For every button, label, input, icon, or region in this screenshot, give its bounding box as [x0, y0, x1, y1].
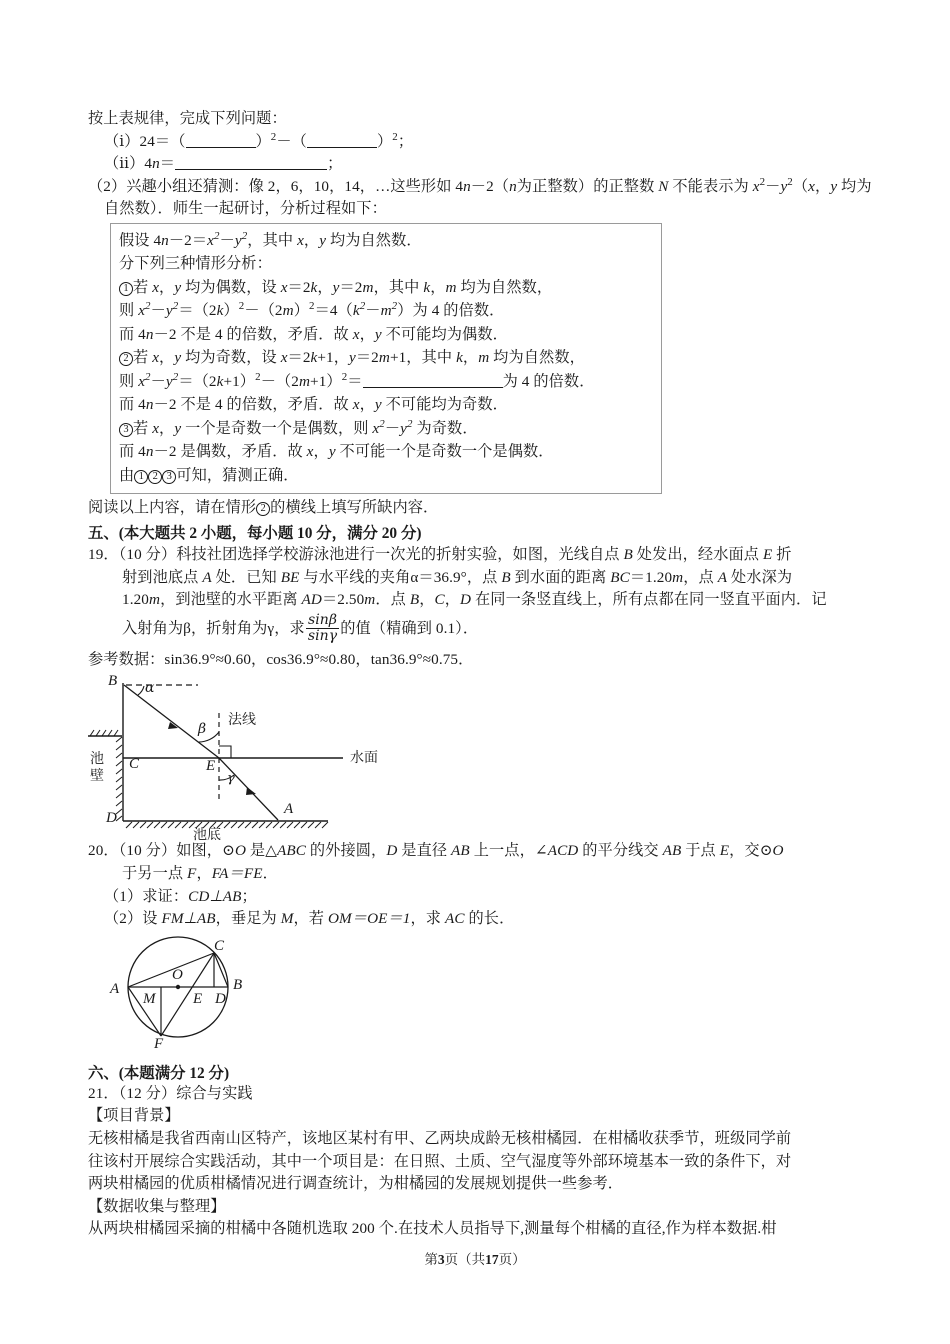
q2-var-x: x — [752, 177, 760, 195]
after-box-post: 的横线上填写所缺内容． — [270, 499, 439, 517]
circled-3-icon-b: 3 — [162, 470, 176, 484]
footer-mid: 页（共 — [444, 1252, 486, 1267]
circled-2-icon-c: 2 — [256, 502, 270, 516]
analysis-line-cases-header — [119, 252, 653, 276]
figure1-label-pool-bottom: 池底 — [193, 828, 221, 844]
fraction-numerator: sinβ — [306, 613, 339, 629]
q20-AB2: AB — [662, 842, 682, 860]
q19-BC: BC — [610, 568, 630, 586]
q19-line3b: ，到池壁的水平距离 — [160, 591, 302, 609]
q19-score: （10 分） — [118, 546, 177, 564]
item-ii-var: n — [152, 155, 160, 173]
q19-line1b: 处发出，经水面点 — [632, 546, 763, 564]
q20-line1g: 于点 — [681, 842, 720, 860]
q19-line3f: ， — [444, 591, 461, 609]
figure1-label-pool-wall: 池壁 — [90, 752, 104, 785]
q21-data-header: 【数据收集与整理】 — [88, 1197, 226, 1215]
sin-ratio-fraction — [306, 613, 339, 644]
question-20-part1 — [88, 886, 878, 909]
q2-var-x2: x — [808, 177, 816, 195]
page-content — [88, 108, 878, 1241]
q20-line2c: ． — [262, 865, 278, 883]
q2-part7: ， — [815, 177, 831, 195]
item-ii — [88, 153, 878, 176]
q19-line2e: ＝1.20 — [629, 568, 673, 586]
item-ii-eq: ＝ — [159, 155, 176, 173]
analysis-line-case3-1: 3 若 x，y 一个是奇数一个是偶数，则 $x^2-y^2$ 为奇数． — [119, 417, 653, 441]
item-i-end: ； — [397, 132, 414, 150]
q20-line1c: 的外接圆， — [305, 842, 387, 860]
q21-bg-line3: 两块柑橘园的优质柑橘情况进行调查统计，为柑橘园的发展规划提供一些参考． — [88, 1175, 624, 1193]
item-i-sup2: 2 — [392, 130, 398, 143]
figure2-label-O: O — [172, 966, 183, 983]
footer-prefix: 第 — [424, 1252, 438, 1267]
q20-AB1: AB — [451, 842, 470, 860]
q20-part2-label: （2）设 — [104, 910, 162, 928]
q20-ACD: ACD — [547, 842, 579, 860]
q20-line1h: ，交⊙ — [729, 842, 773, 860]
q2-var-n: n — [463, 177, 471, 195]
q20-part2-a: FM⊥AB — [161, 910, 216, 928]
figure1-label-beta: β — [198, 721, 207, 738]
q19-E1: E — [762, 546, 773, 564]
q19-line3d: ．点 — [375, 591, 410, 609]
q19-line2d: 到水面的距离 — [510, 568, 611, 586]
q19-B2: B — [501, 568, 511, 586]
q19-C3: C — [434, 591, 445, 609]
q20-line1d: 是直径 — [397, 842, 452, 860]
q21-bg-header: 【项目背景】 — [88, 1107, 180, 1125]
figure2-label-B: B — [233, 976, 243, 993]
question-19-reference: 参考数据：sin36.9°≈0.60，cos36.9°≈0.80，tan36.9°≈0.75． — [88, 650, 474, 668]
q20-part2-e: ，求 — [410, 910, 445, 928]
q19-line3a: 1.20 — [122, 591, 149, 609]
item-i-mid2: ） — [376, 132, 393, 150]
q21-score: （12 分） — [118, 1084, 177, 1102]
item-i — [88, 131, 878, 154]
q20-E1: E — [719, 842, 730, 860]
analysis-line-case1-2: 则 $x^2-y^2=(2k)^2-(2m)^2=4(k^2-m^2)$为 4 的倍数． — [119, 300, 505, 320]
figure1-label-normal-line: 法线 — [228, 713, 256, 729]
footer-suffix: 页） — [498, 1252, 526, 1267]
q2-sup-y: 2 — [787, 175, 793, 188]
fraction-denominator: sinγ — [307, 627, 338, 644]
q19-line1c: 折 — [772, 546, 792, 564]
figure2-label-M: M — [143, 990, 156, 1007]
q2-part6: （ — [792, 177, 809, 195]
q2-part1: （2）兴趣小组还猜测：像 2，6，10，14，…这些形如 4 — [88, 177, 464, 195]
question-20: 20．（10 分）如图，⊙O 是△ABC 的外接圆，D 是直径 AB 上一点，∠ACD 的平分线交 AB 于点 E，交⊙O — [88, 842, 784, 860]
q20-F1: F — [187, 865, 197, 883]
section-six-heading: 六、(本题满分 12 分) — [88, 1064, 230, 1082]
figure2-label-A: A — [110, 980, 120, 997]
q19-line1: 科技社团选择学校游泳池进行一次光的折射实验，如图，光线自点 — [176, 546, 624, 564]
q20-line1e: 上一点，∠ — [469, 842, 548, 860]
q20-FAFE: FA＝FE — [211, 865, 263, 883]
page-footer — [0, 1248, 950, 1268]
figure2-label-E: E — [193, 990, 203, 1007]
q20-line1f: 的平分线交 — [578, 842, 663, 860]
figure1-label-C: C — [129, 756, 140, 773]
q20-O1: O — [234, 842, 247, 860]
figure1-label-gamma: γ — [227, 771, 235, 787]
q2-part8: 均为自然数）．师生一起研讨，分析过程如下： — [104, 177, 872, 218]
q2-var-n2: n — [509, 177, 517, 195]
q19-line2g: 处水深为 — [727, 568, 793, 586]
figure1-label-A: A — [284, 801, 294, 818]
analysis-line-case2-2: 则 $x^2-y^2=(2k+1)^2-(2m+1)^2=$ 为 4 的倍数． — [119, 370, 595, 390]
q19-line2b: 处．已知 — [211, 568, 281, 586]
circled-2-icon: 2 — [119, 352, 133, 366]
q19-line4b: 的值（精确到 0.1）． — [340, 619, 479, 637]
q20-part2-M: M — [280, 910, 294, 928]
q20-part2-d: OM＝OE＝1 — [327, 910, 411, 928]
analysis-box — [110, 223, 662, 495]
question-20-line2 — [88, 863, 878, 886]
refraction-diagram-svg — [88, 673, 508, 839]
item-i-sup1: 2 — [270, 130, 277, 143]
question-19-line4 — [88, 612, 878, 646]
item-i-prefix: （ⅰ）24＝（ — [104, 132, 186, 150]
question-19: 19．（10 分）科技社团选择学校游泳池进行一次光的折射实验，如图，光线自点 B 处发出，经水面点 E 折 — [88, 546, 792, 564]
circled-3-icon: 3 — [119, 423, 133, 437]
q20-line1b: 是△ — [246, 842, 277, 860]
case2-answer-blank[interactable] — [363, 373, 503, 388]
cases-header-text: 分下列三种情形分析： — [119, 255, 272, 273]
circled-2-icon-b: 2 — [148, 470, 162, 484]
q19-AD: AD — [301, 591, 322, 609]
after-box-pre: 阅读以上内容，请在情形 — [88, 499, 257, 517]
item-i-mid: ） — [255, 132, 271, 150]
q20-line2b: ， — [196, 865, 212, 883]
q19-m1: m — [672, 568, 684, 586]
q2-sup-x: 2 — [759, 175, 766, 188]
q19-B1: B — [623, 546, 633, 564]
q20-score: （10 分） — [118, 842, 177, 860]
figure2-label-D: D — [215, 990, 226, 1007]
after-box-instruction — [88, 497, 878, 520]
circle-diagram-svg — [88, 935, 388, 1057]
item-ii-prefix: （ⅱ）4 — [104, 155, 153, 173]
figure1-label-D: D — [106, 810, 117, 827]
figure1-label-alpha: α — [145, 680, 155, 697]
q20-O2: O — [772, 842, 784, 860]
question-21: 21．（12 分）综合与实践 — [88, 1084, 253, 1102]
item-ii-blank[interactable] — [175, 155, 327, 170]
figure1-label-B: B — [108, 673, 118, 690]
q20-part2-AC: AC — [445, 910, 465, 928]
q2-part4: 不能表示为 — [668, 177, 753, 195]
figure2-label-F: F — [154, 1035, 164, 1052]
q19-D3: D — [460, 591, 472, 609]
q2-part5: － — [765, 177, 781, 195]
q20-line2a: 于另一点 — [122, 865, 188, 883]
q20-part2-c: ，若 — [293, 910, 328, 928]
question-19-line2 — [88, 567, 878, 590]
q19-line3g: 在同一条竖直线上，所有点都在同一竖直平面内．记 — [471, 591, 827, 609]
circled-1-icon: 1 — [119, 282, 133, 296]
q19-line2c: 与水平线的夹角α＝36.9°，点 — [299, 568, 502, 586]
analysis-line-assume: 假设 $4n-2=x^2-y^2$，其中 x，y 均为自然数． — [119, 229, 422, 249]
q2-part3: 为正整数）的正整数 — [516, 177, 659, 195]
intro-lead-text: 按上表规律，完成下列问题： — [88, 110, 287, 127]
question-19-line3 — [88, 589, 878, 612]
q19-A1: A — [202, 568, 212, 586]
q2-var-y: y — [780, 177, 788, 195]
q20-part2-b: ，垂足为 — [215, 910, 281, 928]
question-2-statement — [88, 176, 878, 221]
item-ii-end: ； — [327, 155, 343, 173]
q21-bg-line1: 无核柑橘是我省西南山区特产，该地区某村有甲、乙两块成龄无核柑橘园．在柑橘收获季节，班级同学前 — [88, 1130, 792, 1147]
analysis-line-case1-3: 而 4n－2 不是 4 的倍数，矛盾．故 x，y 不可能均为偶数． — [119, 325, 508, 343]
analysis-line-case1-1: 1 若 x，y 均为偶数，设 x＝2k，y＝2m，其中 k，m 均为自然数， — [119, 276, 653, 300]
q21-bg-line2: 往该村开展综合实践活动，其中一个项目是：在日照、土质、空气湿度等外部环境基本一致的条件下，对 — [88, 1152, 792, 1170]
item-i-minus: －（ — [276, 132, 307, 150]
q19-line3e: ， — [419, 591, 435, 609]
q19-m2: m — [148, 591, 161, 609]
q21-data-line1: 从两块柑橘园采摘的柑橘中各随机选取 200 个.在技术人员指导下,测量每个柑橘的直径,作为样本数据.柑 — [88, 1220, 777, 1238]
intro-lead — [88, 108, 878, 131]
circle-figure — [88, 935, 878, 1057]
analysis-line-case3-2: 而 4n－2 是偶数，矛盾．故 x，y 不可能一个是奇数一个是偶数． — [119, 443, 554, 461]
q2-part2: －2（ — [470, 177, 510, 195]
q19-line3c: ＝2.50 — [322, 591, 365, 609]
q20-part2-f: 的长． — [464, 910, 515, 928]
q19-line2f: ，点 — [683, 568, 718, 586]
q20-num: 20 — [88, 842, 104, 860]
q21-num: 21 — [88, 1084, 104, 1102]
figure1-label-E: E — [206, 758, 216, 775]
q19-B3: B — [409, 591, 420, 609]
circled-1-icon-b: 1 — [134, 470, 148, 484]
q2-var-y2: y — [830, 177, 838, 195]
q20-ABC: ABC — [276, 842, 306, 860]
q20-line1a: 如图，⊙ — [176, 842, 235, 860]
q2-var-N: N — [658, 177, 669, 195]
footer-page-number: 3 — [437, 1252, 445, 1267]
q21-title: 综合与实践 — [176, 1084, 253, 1102]
q20-part1-label: （1）求证： — [104, 887, 189, 905]
q19-line2a: 射到池底点 — [122, 568, 203, 586]
analysis-line-case2-1: 2 若 x，y 均为奇数，设 x＝2k+1，y＝2m+1，其中 k，m 均为自然数， — [119, 346, 653, 370]
analysis-line-conclusion: 由 1 2 3 可知，猜测正确． — [119, 466, 299, 484]
analysis-line-case2-3: 而 4n－2 不是 4 的倍数，矛盾．故 x，y 不可能均为奇数． — [119, 396, 508, 414]
section-five-heading: 五、(本大题共 2 小题，每小题 10 分，满分 20 分) — [88, 525, 422, 543]
q20-D1: D — [386, 842, 398, 860]
q19-m3: m — [364, 591, 376, 609]
figure1-label-water-surface: 水面 — [350, 751, 378, 767]
q19-line4a: 入射角为β，折射角为γ，求 — [122, 619, 305, 637]
q20-part1-body: CD⊥AB — [188, 887, 242, 905]
footer-total-pages: 17 — [485, 1252, 499, 1267]
item-i-blank-2[interactable] — [307, 132, 377, 147]
question-20-part2 — [88, 908, 878, 931]
q20-part1-end: ； — [241, 887, 257, 905]
q19-BE: BE — [280, 568, 300, 586]
refraction-figure — [88, 673, 878, 844]
q19-A2: A — [717, 568, 728, 586]
q19-num: 19 — [88, 546, 104, 564]
figure2-label-C: C — [214, 937, 225, 954]
item-i-blank-1[interactable] — [186, 132, 256, 147]
